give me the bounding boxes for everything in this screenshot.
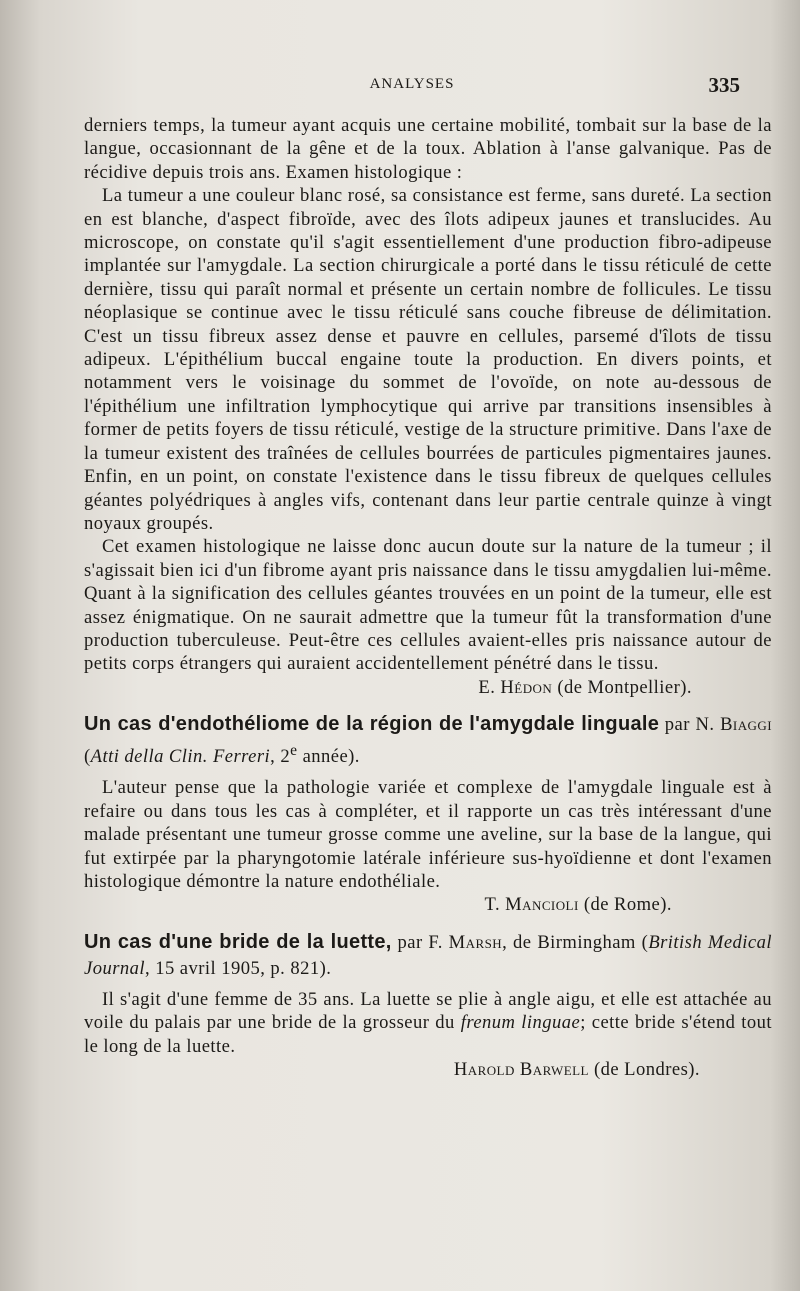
signature-initial: E. <box>478 676 496 698</box>
article-heading <box>84 711 772 770</box>
article-bride-luette <box>84 929 772 1082</box>
signature-place: (de Rome). <box>583 894 672 916</box>
article-body: L'auteur pense que la pathologie variée et complexe de l'amygdale linguale est à refaire ou dans tous les cas à compléter, et il rapporte un cas très intéressant d'une malade présentant une tumeur grosse comme une aveline, sur la base de la langue, qui fut extirpée par la pharyngotomie latérale inférieure sus-hyoïdienne et dont l'examen histologique démontre la nature endothéliale. <box>84 777 772 892</box>
signature-mancioli <box>84 893 772 916</box>
signature-place: (de Montpellier). <box>557 676 692 698</box>
signature-barwell <box>84 1058 772 1081</box>
article-title: Un cas d'endothéliome de la région de l'amygdale linguale <box>84 713 660 736</box>
signature-name: Mancioli <box>505 894 579 916</box>
body-end: ; cette bride s'étend tout le long de la luette. <box>84 1012 773 1057</box>
page-number: 335 <box>708 73 740 97</box>
article-author: Marsh <box>448 931 503 953</box>
article-title: Un cas d'une bride de la luette, <box>84 930 392 953</box>
body-start: Il s'agit d'une femme de 35 ans. La luette se plie à angle aigu, et elle est attachée au voile du palais par une bride de la grosseur du <box>84 988 772 1034</box>
body-italic: frenum linguae <box>460 1012 581 1034</box>
byline-prefix: par N. <box>664 714 715 736</box>
paragraph: La tumeur a une couleur blanc rosé, sa consistance est ferme, sans dureté. La section en est blanche, d'aspect fibroïde, avec des îlots adipeux jaunes et translucides. Au microscope, on constate qu'il s'agit essentiellement d'une production fibro-adipeuse implantée sur l'amygdale. La section chirurgicale a porté dans le tissu réticulé de cette dernière, tissu qui paraît normal et présente un certain nombre de follicules. Le tissu néoplasique se continue avec le tissu réticulé sans couche fibreuse de délimitation. C'est un tissu fibreux assez dense et pauvre en cellules, parsemé d'îlots de tissu adipeux. L'épithélium buccal engaine toute la production. En divers points, et notamment vers le voisinage du sommet de l'ovoïde, on note au-dessous de l'épithélium une infiltration lymphocytique qui arrive par transitions insensibles à former de petits foyers de tissu réticulé, vestige de la structure primitive. Dans l'axe de la tumeur existent des traînées de cellules bourrées de particules pigmentaires jaunes. Enfin, en un point, on constate l'existence dans le tissu fibreux de quelques cellules géantes polyédriques à angles vifs, contenant dans leur partie centrale quinze à vingt noyaux groupés. <box>84 185 772 534</box>
paragraph: Cet examen histologique ne laisse donc aucun doute sur la nature de la tumeur ; il s'agissait bien ici d'un fibrome ayant pris naissance dans le tissu amygdalien lui-même. Quant à la signification des cellules géantes trouvées en un point de la tumeur, elle est assez énigmatique. On ne saurait admettre que la tumeur fût la transformation d'une production tuberculeuse. Peut-être ces cellules avaient-elles pris naissance autour de petits corps étrangers qui auraient accidentellement pénétré dans le tissu. <box>84 536 772 675</box>
article-source: Atti della Clin. Ferreri <box>90 746 271 768</box>
source-sup: e <box>290 742 298 760</box>
source-open: ( <box>84 746 91 768</box>
paragraph: derniers temps, la tumeur ayant acquis une certaine mobilité, tombait sur la base de la langue, occasionnant de la gêne et de la toux. Ablation à l'anse galvanique. Pas de récidive depuis trois ans. Examen histologique : <box>84 115 772 183</box>
running-title: ANALYSES <box>369 76 455 92</box>
article-body <box>84 988 772 1058</box>
source-rest: , 15 avril 1905, p. 821). <box>145 957 332 979</box>
article-source: British Medical Journal <box>84 931 772 979</box>
signature-place: (de Londres). <box>593 1059 700 1080</box>
article-author: Biaggi <box>720 714 772 736</box>
signature-name: Hédon <box>500 676 553 698</box>
author-place: , de Birmingham <box>502 931 636 953</box>
page-body <box>84 114 772 1081</box>
signature-initial: T. <box>484 894 501 916</box>
signature-name: Harold Barwell <box>453 1059 589 1080</box>
page-header <box>84 73 740 101</box>
source-rest: , 2 <box>270 746 291 768</box>
source-open: ( <box>641 931 649 953</box>
signature-hedon <box>84 676 772 699</box>
article-heading <box>84 929 772 982</box>
byline-prefix: par F. <box>397 931 443 953</box>
source-close: année). <box>297 746 360 768</box>
article-endotheliome <box>84 711 772 917</box>
